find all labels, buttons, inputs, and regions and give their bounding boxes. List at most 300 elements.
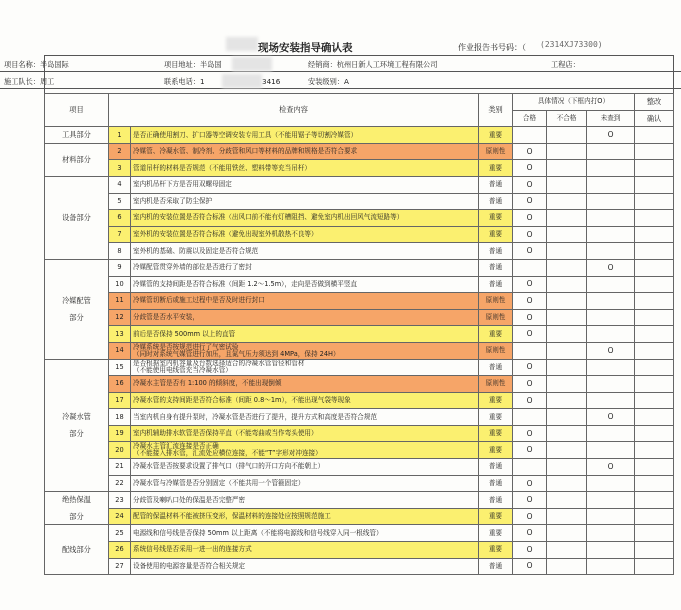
table-row xyxy=(45,243,674,260)
check-item xyxy=(131,210,479,227)
group-label-text: 材料部分 xyxy=(62,155,91,165)
table-row xyxy=(45,425,674,442)
mark-cell-ng[interactable] xyxy=(547,276,587,293)
row-number: 19 xyxy=(109,425,131,442)
mark-cell-ok[interactable] xyxy=(513,376,547,393)
check-item xyxy=(131,492,479,509)
category-cell: 原则性 xyxy=(479,293,513,310)
category-cell: 重要 xyxy=(479,326,513,343)
fix-confirm-cell[interactable] xyxy=(635,542,674,559)
group-label-text: 冷凝水管 xyxy=(62,411,91,421)
mark-cell-ng[interactable] xyxy=(547,293,587,310)
check-item-text: 冷媒管切断后或施工过程中是否及时进行封口 xyxy=(133,296,265,305)
row-number: 21 xyxy=(109,459,131,476)
circle-mark: O xyxy=(526,378,533,388)
category-cell: 普通 xyxy=(479,259,513,276)
check-item xyxy=(131,409,479,426)
mark-cell-ok[interactable] xyxy=(513,160,547,177)
table-row xyxy=(45,359,674,376)
category-cell: 原则性 xyxy=(479,376,513,393)
report-number: (2314XJ73300) xyxy=(540,40,603,49)
table-row xyxy=(45,475,674,492)
check-item-note: （同时对系统气媒管进行加压，且氮气压力须达到 4MPa，保持 24H） xyxy=(133,349,340,358)
mark-cell-na[interactable] xyxy=(587,475,635,492)
mark-cell-ng[interactable] xyxy=(547,492,587,509)
group-label-text-2: 部分 xyxy=(69,313,84,323)
mark-cell-ok[interactable] xyxy=(513,193,547,210)
fix-confirm-cell[interactable] xyxy=(635,492,674,509)
table-row xyxy=(45,176,674,193)
info-rule-2 xyxy=(0,88,681,89)
table-row xyxy=(45,226,674,243)
category-cell: 普通 xyxy=(479,359,513,376)
mark-cell-ng[interactable] xyxy=(547,409,587,426)
mark-cell-ng[interactable] xyxy=(547,475,587,492)
category-cell: 普通 xyxy=(479,243,513,260)
row-number: 11 xyxy=(109,293,131,310)
category-cell: 普通 xyxy=(479,459,513,476)
check-item xyxy=(131,425,479,442)
check-item xyxy=(131,176,479,193)
check-item-text: 系统信号线是否采用一进一出的连接方式 xyxy=(133,545,252,554)
fix-confirm-cell[interactable] xyxy=(635,193,674,210)
mark-cell-na[interactable] xyxy=(587,508,635,525)
mark-cell-na[interactable] xyxy=(587,143,635,160)
mark-cell-ng[interactable] xyxy=(547,459,587,476)
circle-mark: O xyxy=(526,312,533,322)
checklist-rows xyxy=(45,127,674,575)
mark-cell-ng[interactable] xyxy=(547,210,587,227)
row-number: 4 xyxy=(109,176,131,193)
fix-confirm-cell[interactable] xyxy=(635,425,674,442)
category-cell: 原则性 xyxy=(479,143,513,160)
check-item-text: 管道吊杆的材料是否规范（不能用铁丝、塑料带等充当吊杆） xyxy=(133,163,312,172)
mark-cell-na[interactable] xyxy=(587,376,635,393)
mark-cell-ng[interactable] xyxy=(547,193,587,210)
row-number: 10 xyxy=(109,276,131,293)
row-number: 3 xyxy=(109,160,131,177)
fix-confirm-cell[interactable] xyxy=(635,226,674,243)
check-item xyxy=(131,193,479,210)
circle-mark: O xyxy=(526,179,533,189)
check-item xyxy=(131,226,479,243)
col-detail: 具体情况（下框内打O） xyxy=(513,94,635,111)
col-ok: 合格 xyxy=(513,110,547,127)
category-cell: 重要 xyxy=(479,525,513,542)
mark-cell-ng[interactable] xyxy=(547,525,587,542)
left-border xyxy=(44,55,45,93)
fix-confirm-cell[interactable] xyxy=(635,376,674,393)
circle-mark: O xyxy=(526,146,533,156)
fix-confirm-cell[interactable] xyxy=(635,459,674,476)
check-item-text: 配管的保温材料不能被挤压变形，保温材料的连接处应按照规范施工 xyxy=(133,512,331,521)
table-row xyxy=(45,392,674,409)
mark-cell-ng[interactable] xyxy=(547,259,587,276)
mark-cell-ok[interactable] xyxy=(513,293,547,310)
fix-confirm-cell[interactable] xyxy=(635,359,674,376)
header-row-1 xyxy=(45,94,674,111)
mark-cell-ok[interactable] xyxy=(513,492,547,509)
mark-cell-na[interactable] xyxy=(587,226,635,243)
mark-cell-ng[interactable] xyxy=(547,326,587,343)
col-project: 项目 xyxy=(45,94,109,127)
mark-cell-ok[interactable] xyxy=(513,127,547,144)
check-item-text: 冷媒管的支持间距是否符合标准（间距 1.2～1.5m），走向是否做到横平竖直 xyxy=(133,279,358,288)
row-number: 25 xyxy=(109,525,131,542)
circle-mark: O xyxy=(526,163,533,173)
group-label-text-2: 部分 xyxy=(69,429,84,439)
mark-cell-ng[interactable] xyxy=(547,508,587,525)
fix-confirm-cell[interactable] xyxy=(635,143,674,160)
check-item xyxy=(131,293,479,310)
check-item-text: 前后是否保持 500mm 以上的直管 xyxy=(133,329,236,338)
mark-cell-na[interactable] xyxy=(587,392,635,409)
category-cell: 重要 xyxy=(479,127,513,144)
mark-cell-na[interactable] xyxy=(587,442,635,459)
document-title: 现场安装指导确认表 xyxy=(258,42,353,54)
circle-mark: O xyxy=(607,130,614,140)
group-label-text: 配线部分 xyxy=(62,545,91,555)
category-cell: 重要 xyxy=(479,508,513,525)
check-item-text: 冷凝水管是否按要求设置了排气口（排气口的开口方向不能朝上） xyxy=(133,462,325,471)
mark-cell-ok[interactable] xyxy=(513,210,547,227)
row-number: 18 xyxy=(109,409,131,426)
fix-confirm-cell[interactable] xyxy=(635,392,674,409)
mark-cell-ok[interactable] xyxy=(513,143,547,160)
check-item-text: 冷媒系统是否按规范进行了气密试验 xyxy=(133,342,239,351)
mark-cell-ok[interactable] xyxy=(513,243,547,260)
table-row xyxy=(45,210,674,227)
check-item-text: 冷媒配管贯穿外墙的部位是否进行了密封 xyxy=(133,263,252,272)
table-row xyxy=(45,293,674,310)
mark-cell-ok[interactable] xyxy=(513,276,547,293)
fix-confirm-cell[interactable] xyxy=(635,309,674,326)
category-cell: 重要 xyxy=(479,392,513,409)
fix-confirm-cell[interactable] xyxy=(635,160,674,177)
row-number: 22 xyxy=(109,475,131,492)
mark-cell-ok[interactable] xyxy=(513,558,547,575)
mark-cell-ok[interactable] xyxy=(513,425,547,442)
mark-cell-na[interactable] xyxy=(587,525,635,542)
mark-cell-ng[interactable] xyxy=(547,127,587,144)
group-label-text: 冷媒配管 xyxy=(62,295,91,305)
circle-mark: O xyxy=(526,495,533,505)
check-item-text: 设备使用的电源容量是否符合相关规定 xyxy=(133,561,246,570)
mark-cell-ok[interactable] xyxy=(513,442,547,459)
circle-mark: O xyxy=(526,362,533,372)
fix-confirm-cell[interactable] xyxy=(635,475,674,492)
fix-confirm-cell[interactable] xyxy=(635,259,674,276)
group-label xyxy=(45,492,109,525)
check-item xyxy=(131,442,479,459)
row-number: 26 xyxy=(109,542,131,559)
check-item xyxy=(131,558,479,575)
table-row xyxy=(45,259,674,276)
dealer: 经销商：杭州日新人工环境工程有限公司 xyxy=(308,60,438,69)
check-item-note: （不能接入排水管，汇流处应横位连接，不能“T”字形对冲连接） xyxy=(133,449,322,458)
install-level: 安装级别：A xyxy=(308,77,349,86)
mark-cell-ok[interactable] xyxy=(513,525,547,542)
check-item xyxy=(131,542,479,559)
category-cell: 普通 xyxy=(479,276,513,293)
mark-cell-na[interactable] xyxy=(587,459,635,476)
mark-cell-na[interactable] xyxy=(587,160,635,177)
check-item xyxy=(131,508,479,525)
mark-cell-na[interactable] xyxy=(587,359,635,376)
group-label xyxy=(45,359,109,492)
check-item-text: 冷媒管、冷凝水管、制冷剂、分歧管和风口等材料的品牌和规格是否符合要求 xyxy=(133,147,358,156)
mark-cell-na[interactable] xyxy=(587,176,635,193)
row-number: 20 xyxy=(109,442,131,459)
fix-confirm-cell[interactable] xyxy=(635,326,674,343)
fix-confirm-cell[interactable] xyxy=(635,276,674,293)
check-item-text: 冷凝水主管是否有 1:100 的倾斜度，不能出现倒倾 xyxy=(133,379,282,388)
check-item-text: 电源线和信号线是否保持 50mm 以上距离（不能将电源线和信号线穿入同一根线管） xyxy=(133,528,383,537)
mark-cell-na[interactable] xyxy=(587,127,635,144)
fix-confirm-cell[interactable] xyxy=(635,558,674,575)
mark-cell-ng[interactable] xyxy=(547,176,587,193)
mark-cell-ng[interactable] xyxy=(547,558,587,575)
mark-cell-na[interactable] xyxy=(587,259,635,276)
fix-confirm-cell[interactable] xyxy=(635,342,674,359)
top-rule xyxy=(44,55,673,56)
fix-confirm-cell[interactable] xyxy=(635,508,674,525)
mark-cell-ok[interactable] xyxy=(513,176,547,193)
fix-confirm-cell[interactable] xyxy=(635,210,674,227)
check-item-note: （不能使用电线管充当冷凝水管） xyxy=(133,366,232,375)
circle-mark: O xyxy=(607,461,614,471)
project-name: 项目名称：半岛国际 xyxy=(4,60,69,69)
group-label xyxy=(45,143,109,176)
check-item xyxy=(131,276,479,293)
circle-mark: O xyxy=(526,428,533,438)
mark-cell-na[interactable] xyxy=(587,293,635,310)
mark-cell-na[interactable] xyxy=(587,276,635,293)
category-cell: 普通 xyxy=(479,193,513,210)
mark-cell-na[interactable] xyxy=(587,492,635,509)
fix-confirm-cell[interactable] xyxy=(635,176,674,193)
check-item xyxy=(131,359,479,376)
mark-cell-na[interactable] xyxy=(587,542,635,559)
row-number: 7 xyxy=(109,226,131,243)
mark-cell-ok[interactable] xyxy=(513,409,547,426)
check-item-text: 是否正确使用割刀、扩口器等空调安装专用工具（不能用锯子等切割冷媒管） xyxy=(133,130,358,139)
category-cell: 重要 xyxy=(479,542,513,559)
mark-cell-ng[interactable] xyxy=(547,309,587,326)
check-item xyxy=(131,309,479,326)
check-item-text: 当室内机自身有提升泵时，冷凝水管是否进行了提升，提升方式和高度是否符合规范 xyxy=(133,412,377,421)
mark-cell-na[interactable] xyxy=(587,309,635,326)
category-cell: 重要 xyxy=(479,226,513,243)
circle-mark: O xyxy=(526,511,533,521)
table-row xyxy=(45,542,674,559)
col-fix-confirm: 确认 xyxy=(635,110,674,127)
fix-confirm-cell[interactable] xyxy=(635,293,674,310)
table-row xyxy=(45,442,674,459)
check-item-text: 分歧管及喇叭口处的保温是否完整严密 xyxy=(133,495,246,504)
circle-mark: O xyxy=(526,561,533,571)
circle-mark: O xyxy=(526,229,533,239)
table-row xyxy=(45,376,674,393)
mark-cell-ng[interactable] xyxy=(547,342,587,359)
category-cell: 重要 xyxy=(479,409,513,426)
circle-mark: O xyxy=(526,213,533,223)
redaction-blur-address xyxy=(232,57,272,71)
fix-confirm-cell[interactable] xyxy=(635,127,674,144)
mark-cell-na[interactable] xyxy=(587,425,635,442)
col-ng: 不合格 xyxy=(547,110,587,127)
mark-cell-ng[interactable] xyxy=(547,376,587,393)
mark-cell-ok[interactable] xyxy=(513,359,547,376)
check-item-text: 分歧管是否水平安装， xyxy=(133,313,199,322)
table-row xyxy=(45,492,674,509)
row-number: 16 xyxy=(109,376,131,393)
right-border xyxy=(673,55,674,93)
group-label xyxy=(45,259,109,359)
mark-cell-ng[interactable] xyxy=(547,442,587,459)
mark-cell-ng[interactable] xyxy=(547,425,587,442)
category-cell: 普通 xyxy=(479,492,513,509)
check-item-text: 室外机的基础、防震以及固定是否符合规范 xyxy=(133,246,259,255)
mark-cell-ok[interactable] xyxy=(513,259,547,276)
row-number: 9 xyxy=(109,259,131,276)
check-item-text: 室内机辅助排水软管是否保持平直（不能弯曲或当作弯头使用） xyxy=(133,429,318,438)
mark-cell-na[interactable] xyxy=(587,409,635,426)
fix-confirm-cell[interactable] xyxy=(635,525,674,542)
table-row xyxy=(45,143,674,160)
site-label: 工程店： xyxy=(551,60,580,69)
col-content: 检查内容 xyxy=(109,94,479,127)
table-row xyxy=(45,508,674,525)
circle-mark: O xyxy=(526,445,533,455)
circle-mark: O xyxy=(526,329,533,339)
category-cell: 普通 xyxy=(479,558,513,575)
check-item xyxy=(131,243,479,260)
circle-mark: O xyxy=(526,478,533,488)
phone-label: 联系电话：1 xyxy=(164,77,205,86)
redaction-blur-title xyxy=(226,37,258,51)
mark-cell-ok[interactable] xyxy=(513,459,547,476)
row-number: 1 xyxy=(109,127,131,144)
category-cell: 重要 xyxy=(479,160,513,177)
table-row xyxy=(45,409,674,426)
redaction-blur-phone xyxy=(222,74,262,88)
category-cell: 原则性 xyxy=(479,309,513,326)
row-number: 23 xyxy=(109,492,131,509)
circle-mark: O xyxy=(526,395,533,405)
check-item xyxy=(131,525,479,542)
category-cell: 原则性 xyxy=(479,342,513,359)
mark-cell-ng[interactable] xyxy=(547,160,587,177)
check-item-text: 冷凝水管与冷媒管是否分别固定（不能共用一个管箍固定） xyxy=(133,478,305,487)
table-row xyxy=(45,558,674,575)
check-item xyxy=(131,143,479,160)
circle-mark: O xyxy=(526,528,533,538)
group-label-text: 绝热保温 xyxy=(62,494,91,504)
mark-cell-ng[interactable] xyxy=(547,392,587,409)
report-number-label: 作业报告书号码：（ xyxy=(458,43,526,52)
mark-cell-ng[interactable] xyxy=(547,359,587,376)
mark-cell-ok[interactable] xyxy=(513,508,547,525)
mark-cell-na[interactable] xyxy=(587,193,635,210)
mark-cell-ok[interactable] xyxy=(513,542,547,559)
mark-cell-ng[interactable] xyxy=(547,226,587,243)
group-label xyxy=(45,176,109,259)
row-number: 27 xyxy=(109,558,131,575)
group-label-text: 设备部分 xyxy=(62,213,91,223)
check-item xyxy=(131,376,479,393)
circle-mark: O xyxy=(526,196,533,206)
mark-cell-ng[interactable] xyxy=(547,143,587,160)
row-number: 2 xyxy=(109,143,131,160)
check-item xyxy=(131,342,479,359)
check-item xyxy=(131,459,479,476)
mark-cell-ng[interactable] xyxy=(547,243,587,260)
check-item xyxy=(131,475,479,492)
circle-mark: O xyxy=(526,279,533,289)
mark-cell-ok[interactable] xyxy=(513,475,547,492)
check-item-text: 室外机的安装位置是否符合标准（避免出现室外机散热不良等） xyxy=(133,230,318,239)
mark-cell-ng[interactable] xyxy=(547,542,587,559)
mark-cell-na[interactable] xyxy=(587,558,635,575)
circle-mark: O xyxy=(607,345,614,355)
category-cell: 重要 xyxy=(479,442,513,459)
mark-cell-na[interactable] xyxy=(587,243,635,260)
check-item xyxy=(131,127,479,144)
mark-cell-ok[interactable] xyxy=(513,309,547,326)
table-row xyxy=(45,459,674,476)
row-number: 13 xyxy=(109,326,131,343)
check-item xyxy=(131,326,479,343)
mark-cell-na[interactable] xyxy=(587,342,635,359)
col-fix: 整改 xyxy=(635,94,674,111)
fix-confirm-cell[interactable] xyxy=(635,243,674,260)
category-cell: 重要 xyxy=(479,210,513,227)
group-label xyxy=(45,525,109,575)
mark-cell-ok[interactable] xyxy=(513,392,547,409)
mark-cell-ok[interactable] xyxy=(513,342,547,359)
row-number: 17 xyxy=(109,392,131,409)
circle-mark: O xyxy=(526,295,533,305)
col-na: 未查到 xyxy=(587,110,635,127)
check-item-text: 室内机吊杆下方是否用双螺母固定 xyxy=(133,180,232,189)
category-cell: 重要 xyxy=(479,425,513,442)
table-row xyxy=(45,127,674,144)
mark-cell-ok[interactable] xyxy=(513,226,547,243)
fix-confirm-cell[interactable] xyxy=(635,409,674,426)
circle-mark: O xyxy=(526,544,533,554)
circle-mark: O xyxy=(607,262,614,272)
check-item-text: 室内机是否采取了防尘保护 xyxy=(133,196,213,205)
fix-confirm-cell[interactable] xyxy=(635,442,674,459)
check-item-text: 室内机的安装位置是否符合标准（出风口前不能有灯槽阻挡、避免室内机出回风气流短路等） xyxy=(133,213,404,222)
info-rule-1 xyxy=(0,71,681,72)
category-cell: 普通 xyxy=(479,176,513,193)
row-number: 5 xyxy=(109,193,131,210)
mark-cell-ok[interactable] xyxy=(513,326,547,343)
mark-cell-na[interactable] xyxy=(587,326,635,343)
circle-mark: O xyxy=(607,412,614,422)
check-item xyxy=(131,259,479,276)
mark-cell-na[interactable] xyxy=(587,210,635,227)
category-cell: 普通 xyxy=(479,475,513,492)
check-item-text: 是否根据室内机容量及台数选择适合的冷凝水管管径和管材 xyxy=(133,359,305,368)
check-item xyxy=(131,160,479,177)
row-number: 15 xyxy=(109,359,131,376)
table-row xyxy=(45,193,674,210)
phone-tail: 3416 xyxy=(262,77,281,86)
group-label-text: 工具部分 xyxy=(62,130,91,140)
